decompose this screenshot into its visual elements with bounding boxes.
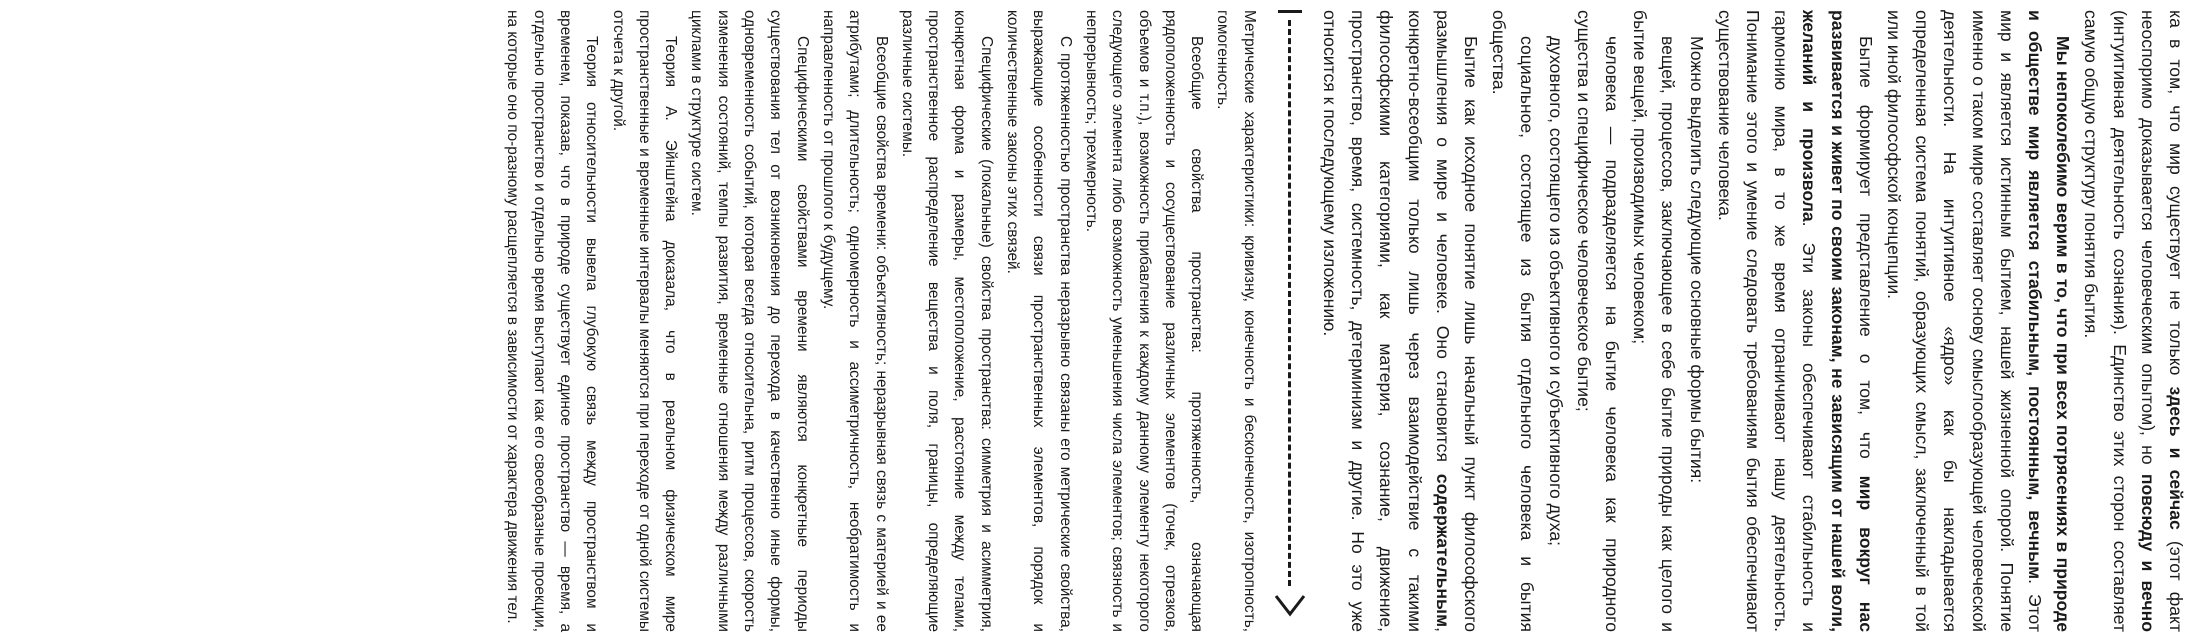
form-being-of-spirit: духовного, состоящего из объективного и субъективного духа;	[1545, 36, 1566, 547]
text-fragment: . Этот мир и является истинным бытием, нашей жизненной опорой. Понятие именно о таком мире составляет основу смыслообразующей человеческой деятельности. На интуитивное «ядро» как бы накладывается определенная система понятий, образующих смысл, заключенный в той или иной философской концепции.	[1883, 10, 2045, 632]
bold-word-substantive: содержательным	[1432, 473, 1453, 628]
paragraph-stable-world	[1880, 10, 2077, 632]
note-universal-space-properties: Всеобщие свойства пространства: протяженность, означающая рядоположенность и сосуществование различных элементов (точек, отрезков, объемов и т.п.), возможность прибавления к каждому данному элементу некоторого следующего элемента либо возможность уменьшения числа элементов; связность и непрерывность; трехмерность.	[1082, 10, 1206, 632]
note-einstein-theory: Теория А. Эйнштейна доказала, что в реальном физическом мире пространственные и временные интервалы меняются при переходе от одной системы отсчета к другой.	[609, 10, 680, 632]
scissors-cut-divider	[1270, 10, 1310, 632]
text-fragment: , конкретно-всеобщим только лишь через взаимодействие с такими философскими категориями, как материя, сознание, движение, пространство, время, системность, детерминизм и другие. Но это уже относится к последующему изложению.	[1319, 10, 1453, 632]
paragraph-being-here-and-everywhere	[2077, 10, 2190, 632]
text-fragment: (этот факт неоспоримо доказывается человеческим опытом), но	[2137, 10, 2186, 633]
note-metric-properties: С протяженностью пространства неразрывно связаны его метрические свойства, выражающие особенности связи пространственных элементов, порядок и количественные законы этих связей.	[1004, 10, 1074, 632]
space-time-notes-block	[499, 10, 1262, 632]
bold-lead-sentence: Мы непоколебимо верим в то, что при всех потрясениях в природе и обществе мир является	[2024, 10, 2074, 632]
form-social-being: социальное, состоящее из бытия отдельного человека и бытия общества.	[1489, 10, 1538, 632]
dashed-cut-line	[1288, 20, 1291, 586]
text-fragment: Бытие как исходное понятие лишь начальный пункт философского размышления о мире и человеке. Оно становится	[1432, 10, 1481, 632]
paragraph-forms-of-being-intro: Можно выделить следующие основные формы бытия:	[1686, 36, 1707, 484]
note-universal-time-properties: Всеобщие свойства времени: объективность; неразрывная связь с материей и ее атрибутами; длительность; одномерность и ассиметричность, необратимость и направленность от прошлого к будущему.	[819, 10, 890, 632]
divider-start-mark	[1278, 10, 1302, 13]
text-fragment: (интуитивная деятельность сознания). Единство этих сторон составляет самую общую структуру понятия бытия.	[2081, 10, 2130, 632]
text-fragment: ка в том, что мир существует не только	[2166, 10, 2186, 387]
form-being-of-human: человека — подразделяется на бытие человека как природного существа и специфическое человеческое бытие;	[1573, 10, 1622, 632]
text-fragment: Бытие формирует представление о том, что	[1855, 36, 1876, 476]
text-fragment: . Эти законы обеспечивают стабильность и гармонию мира, в то же время ограничивают нашу деятельность. Понимание этого и умение следовать требованиям бытия обеспечивают существование человека.	[1714, 10, 1820, 632]
bold-phrase-here-and-now: здесь и сейчас	[2166, 386, 2186, 530]
paragraph-being-initial-concept	[1316, 10, 1485, 632]
form-being-of-things: вещей, процессов, заключающее в себе бытие природы как целого и бытие вещей, производимых человеком;	[1630, 10, 1679, 632]
paragraph-world-laws	[1711, 10, 1880, 632]
chevron-icon	[1272, 588, 1308, 624]
bold-phrase-everywhere-forever: повсюду и вечно	[2137, 473, 2158, 632]
note-local-space-properties: Специфические (локальные) свойства пространства: симметрия и асимметрия, конкретная форма и размеры, местоположение, расстояние между телами, пространственное распределение вещества и поля, границы, определяющие различные системы.	[898, 10, 995, 632]
note-relativity-space-time: Теория относительности вывела глубокую связь между пространством и временем, показав, что в природе существует единое пространство — время, а отдельно пространство и отдельно время выступают как его своеобразные проекции, на которые оно по-разному расщепляется в зависимости от характера движения тел.	[504, 10, 601, 632]
note-metric-characteristics: Метрические характеристики: кривизну, конечность и бесконечность, изотропность, гомогенность.	[1214, 10, 1258, 632]
note-specific-time-properties: Специфическими свойствами времени являются конкретные периоды существования тел от возникновения до перехода в качественно иные формы, одновременность событий, которая всегда относительна, ритм процессов, скорость изменения состояний, темпы развития, временные отношения между различными циклами в структуре систем.	[688, 10, 811, 632]
bold-phrase-world-laws: мир вокруг нас развивается и живет по своим законам, не зависящим от нашей воли, желаний и произвола	[1799, 10, 1876, 632]
philosophy-text-block	[1316, 10, 2190, 632]
bold-phrase-stable-constant-eternal: стабильным, постоянным, вечным	[2024, 260, 2045, 580]
